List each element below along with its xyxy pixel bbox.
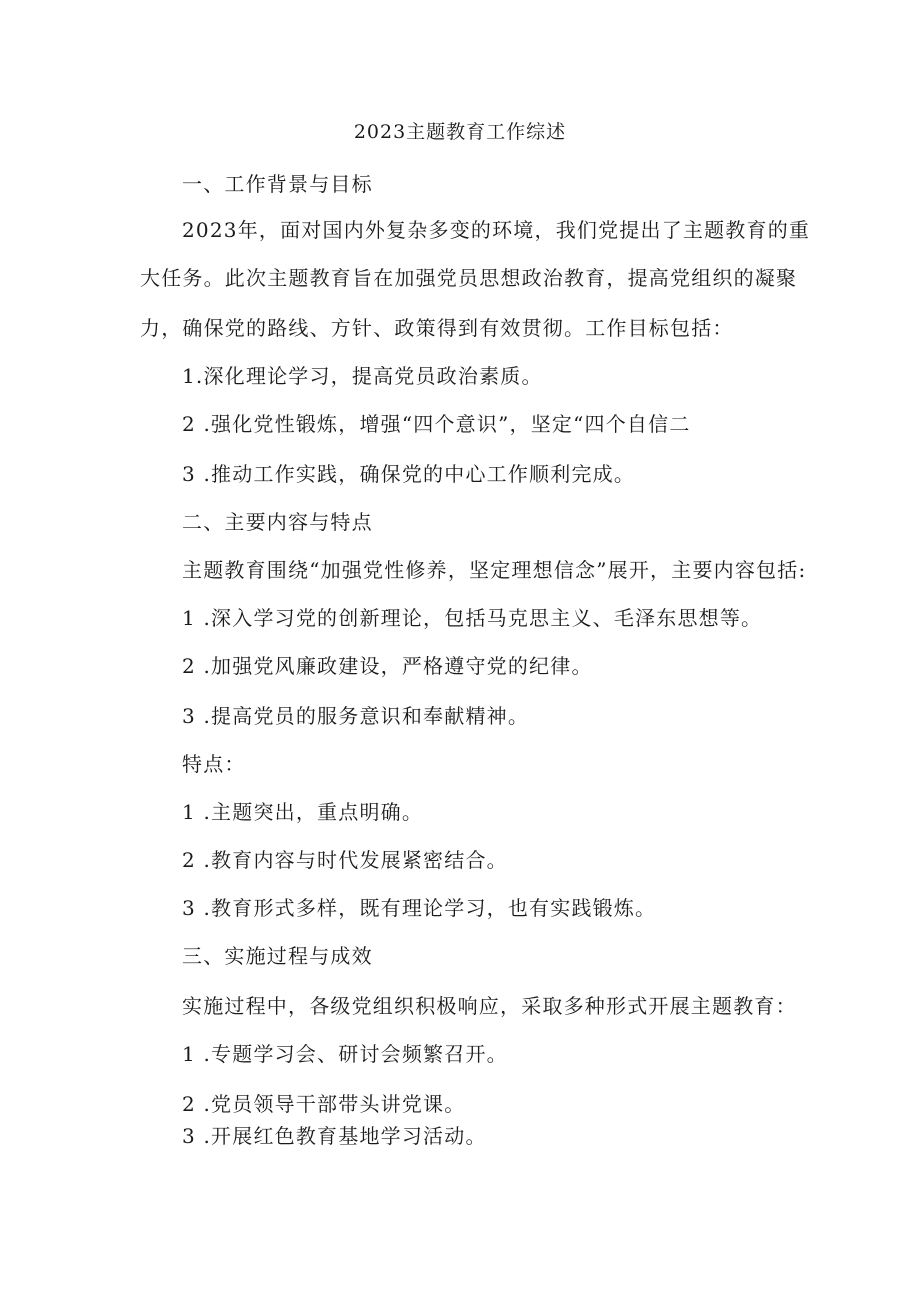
- paragraph-line: 主题教育围绕“加强党性修养，坚定理想信念”展开，主要内容包括:: [182, 558, 807, 582]
- section-heading-3: 三、实施过程与成效: [182, 944, 373, 968]
- section-heading-1: 一、工作背景与目标: [182, 172, 373, 196]
- list-item: 1 .专题学习会、研讨会频繁召开。: [182, 1042, 508, 1066]
- list-item: 2 .教育内容与时代发展紧密结合。: [182, 848, 508, 872]
- list-item: 1.深化理论学习，提高党员政治素质。: [182, 364, 543, 388]
- list-item: 2 .党员领导干部带头讲党课。: [182, 1092, 466, 1116]
- paragraph-line: 实施过程中，各级党组织积极响应，采取多种形式开展主题教育：: [182, 994, 797, 1018]
- list-item: 3 .教育形式多样，既有理论学习，也有实践锻炼。: [182, 896, 657, 920]
- list-item: 3 .提高党员的服务意识和奉献精神。: [182, 704, 530, 728]
- paragraph-line: 力，确保党的路线、方针、政策得到有效贯彻。工作目标包括：: [140, 316, 734, 340]
- list-item: 2 .强化党性锻炼，增强“四个意识”，坚定“四个自信二: [182, 412, 691, 436]
- subheading-features: 特点：: [182, 752, 246, 776]
- paragraph-line: 大任务。此次主题教育旨在加强党员思想政治教育，提高党组织的凝聚: [140, 266, 798, 290]
- paragraph-line: 2023年，面对国内外复杂多变的环境，我们党提出了主题教育的重: [182, 218, 811, 242]
- list-item: 2 .加强党风廉政建设，严格遵守党的纪律。: [182, 654, 593, 678]
- document-title: 2023主题教育工作综述: [353, 121, 567, 143]
- list-item: 3 .推动工作实践，确保党的中心工作顺利完成。: [182, 462, 636, 486]
- list-item: 3 .开展红色教育基地学习活动。: [182, 1124, 487, 1148]
- section-heading-2: 二、主要内容与特点: [182, 510, 373, 534]
- list-item: 1 .深入学习党的创新理论，包括马克思主义、毛泽东思想等。: [182, 606, 763, 630]
- list-item: 1 .主题突出，重点明确。: [182, 800, 424, 824]
